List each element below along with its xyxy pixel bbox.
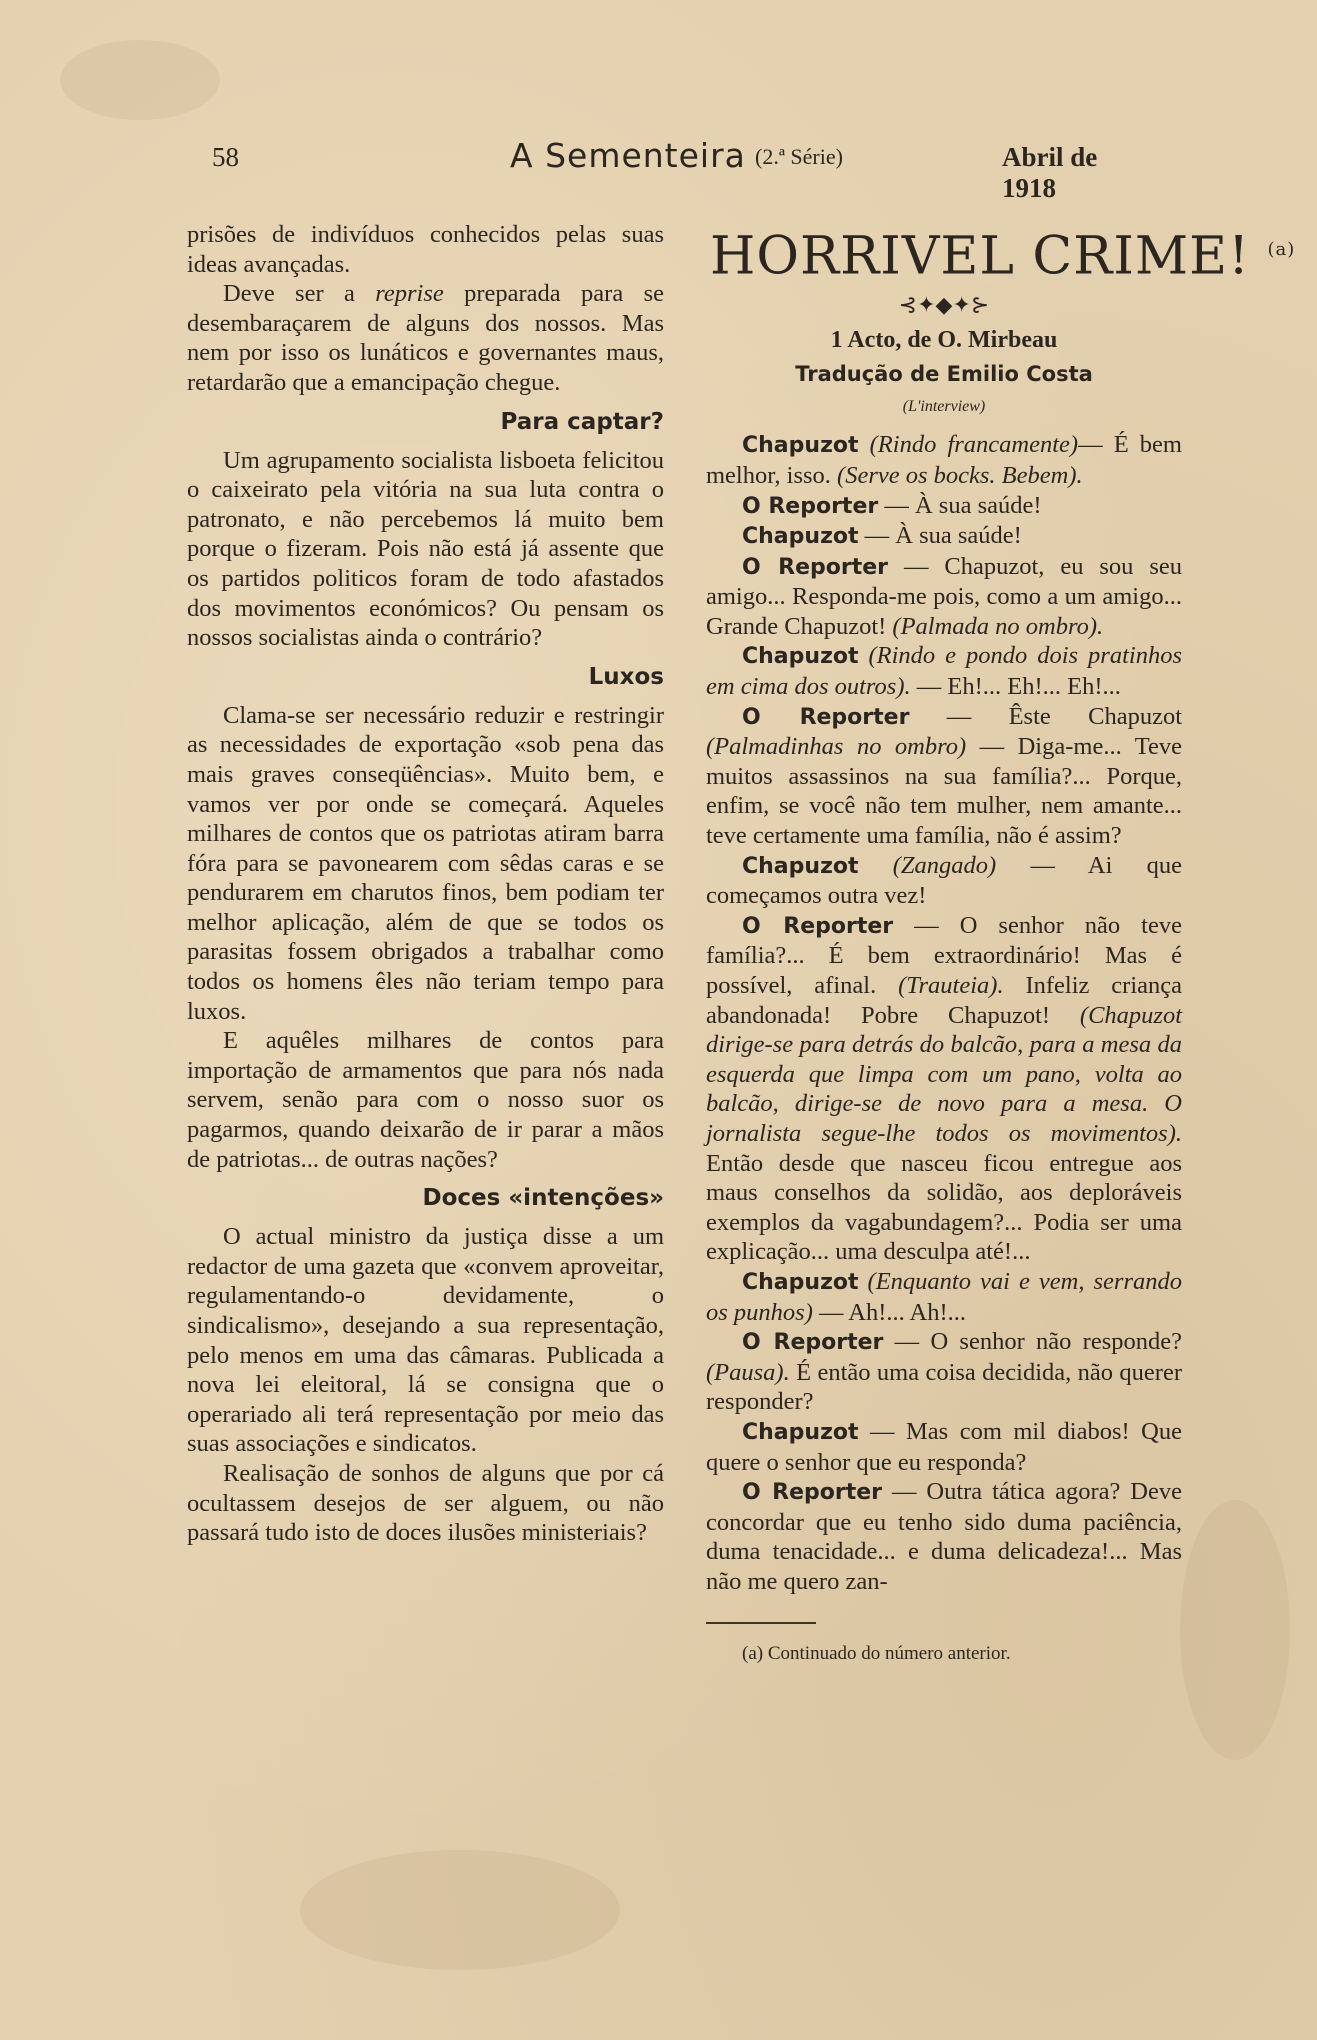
dialogue-text: — Ai que começamos outra vez!: [706, 851, 1183, 910]
text-run: Deve ser a: [223, 280, 376, 308]
dialogue-text: — Diga-me... Teve muitos assassinos na sua família?... Porque, enfim, se você não tem mulher, nem amante... teve certamente uma família, não é assim?: [706, 733, 1182, 850]
dialogue-text: É então uma coisa decidida, não querer responder?: [706, 1358, 1182, 1416]
section-heading-para-captar: Para captar?: [500, 408, 664, 435]
text-run: preparada para se desembaraçarem de alguns dos nossos. Mas nem por isso os lunáticos e governantes maus, retardarão que a emancipação chegue.: [187, 280, 664, 396]
dialogue-line: [706, 1417, 1182, 1477]
paragraph: E aquêles milhares de contos para importação de armamentos que para nós nada servem, senão para com o nosso suor os pagarmos, quando deixarão de ir parar a mãos de patriotas... de outras nações?: [187, 1027, 664, 1173]
dialogue-line: [706, 641, 1182, 701]
speaker-name: O Reporter: [742, 1330, 884, 1356]
italic-term: reprise: [375, 280, 444, 308]
stage-direction: (Trauteia).: [898, 972, 1004, 1000]
stage-direction: (Zangado): [892, 851, 997, 879]
stage-direction: (Pausa).: [706, 1358, 790, 1386]
stage-direction: (Enquanto vai e vem, serrando os punhos): [706, 1267, 1183, 1326]
play-act-author: 1 Acto, de O. Mirbeau: [830, 327, 1058, 354]
play-subtitle: (L'interview): [902, 398, 986, 416]
journal-series: (2.ª Série): [755, 144, 843, 169]
play-title-text: HORRIVEL CRIME!: [710, 226, 1250, 287]
page-header: [200, 132, 1150, 203]
speaker-name: O Reporter: [742, 554, 889, 580]
dialogue-line: [706, 521, 1182, 552]
speaker-name: Chapuzot: [742, 644, 859, 670]
footnote-marker: (a): [1267, 239, 1296, 260]
speaker-name: Chapuzot: [742, 1419, 859, 1445]
paragraph: Clama-se ser necessário reduzir e restringir as necessidades de exportação «sob pena das mais graves conseqüências». Muito bem, e vamos ver por onde se começará. Aqueles milhares de contos que os patriotas atiram barra fóra para se pavonearem com sêdas caras e se pendurarem em charutos finos, bem podiam ter melhor aplicação, além de que se todos os parasitas fossem obrigados a trabalhar como todos os homens êles não teriam tempo para luxos.: [187, 701, 664, 1025]
dialogue-text: Então desde que nasceu ficou entregue aos maus conselhos da solidão, aos deploráveis exemplos da vagabundagem?... Podia ser uma explicação... uma desculpa até!...: [706, 1149, 1182, 1266]
left-column: [187, 220, 664, 1548]
dialogue-line: [706, 911, 1182, 1267]
speaker-name: O Reporter: [742, 704, 910, 730]
dialogue-text: — O senhor não responde?: [883, 1328, 1182, 1356]
translator-credit: Tradução de Emilio Costa: [795, 362, 1093, 387]
stage-direction: (Palmadinhas no ombro): [706, 733, 967, 761]
dialogue-text: — Outra tática agora? Deve concordar que eu tenho sido duma paciência, duma tenacidade... e duma delicadeza!... Mas não me quero zan-: [706, 1478, 1182, 1595]
speaker-name: O Reporter: [742, 1480, 883, 1506]
dialogue-text: Infeliz criança abandonada! Pobre Chapuzot!: [706, 972, 1182, 1029]
speaker-name: Chapuzot: [742, 1269, 859, 1295]
ornament-icon: ⊰✦◆✦⊱: [898, 292, 990, 318]
paper-stain: [1180, 1500, 1290, 1760]
dialogue-text: — Chapuzot, eu sou seu amigo... Responda-me pois, como a um amigo... Grande Chapuzot!: [706, 552, 1182, 640]
dialogue-line: [706, 851, 1182, 911]
dialogue-line: [706, 1267, 1182, 1327]
dialogue-line: [706, 1477, 1182, 1596]
paragraph: O actual ministro da justiça disse a um redactor de uma gazeta que «convem aproveitar, regulamentando-o devidamente, o sindicalismo», desejando a sua representação, pelo menos em uma das câmaras. Publicada a nova lei eleitoral, lá se consigna que o operariado ali terá representação por meio das suas associações e sindicatos.: [187, 1223, 664, 1458]
speaker-name: Chapuzot: [742, 853, 859, 879]
dialogue-text: — É bem melhor, isso.: [706, 431, 1182, 489]
footnote: (a) Continuado do número anterior.: [742, 1643, 1011, 1665]
paragraph: [187, 279, 664, 397]
page-number: 58: [212, 142, 239, 172]
paragraph: Um agrupamento socialista lisboeta felicitou o caixeirato pela vitória na sua luta contra o patronato, e não percebemos lá muito bem porque o fizeram. Pois não está já assente que os partidos politicos foram de todo afastados dos movimentos económicos? Ou pensam os nossos socialistas ainda o contrário?: [187, 446, 664, 652]
dialogue-text: — À sua saúde!: [878, 491, 1042, 519]
dialogue-line: [706, 702, 1182, 851]
section-heading-luxos: Luxos: [588, 663, 664, 690]
footnote-divider: [706, 1622, 816, 1624]
paragraph: Realisação de sonhos de alguns que por cá ocultassem desejos de ser alguem, ou não passará tudo isto de doces ilusões ministeriais?: [187, 1459, 664, 1547]
dialogue-text: — Mas com mil diabos! Que quere o senhor que eu responda?: [706, 1417, 1182, 1476]
journal-title: A Sementeira: [510, 136, 746, 175]
stage-direction: (Rindo francamente): [869, 431, 1079, 459]
speaker-name: Chapuzot: [742, 524, 859, 550]
stage-direction: (Chapuzot dirige-se para detrás do balcão, para a mesa da esquerda que limpa com um pano, volta ao balcão, dirige-se de novo para a mesa. O jornalista segue-lhe todos os movimentos).: [706, 1001, 1182, 1147]
dialogue-text: — À sua saúde!: [858, 522, 1022, 550]
play-title: [710, 220, 1296, 287]
speaker-name: Chapuzot: [742, 433, 859, 459]
right-column: [706, 220, 1296, 1666]
paper-stain: [300, 1850, 620, 1970]
dialogue-line: [706, 491, 1182, 522]
dialogue-text: — Êste Chapuzot: [909, 702, 1182, 730]
dialogue-line: [706, 1327, 1182, 1417]
paragraph: prisões de indivíduos conhecidos pelas suas ideas avançadas.: [187, 221, 664, 278]
stage-direction: (Serve os bocks. Bebem).: [837, 461, 1083, 489]
section-heading-doces-intencoes: Doces «intenções»: [422, 1185, 664, 1212]
speaker-name: O Reporter: [742, 493, 879, 519]
paper-stain: [60, 40, 220, 120]
dialogue-text: — O senhor não teve família?... É bem extraordinário! Mas é possível, afinal.: [706, 911, 1182, 1000]
stage-direction: (Palmada no ombro).: [892, 612, 1104, 640]
stage-direction: (Rindo e pondo dois pratinhos em cima dos outros).: [706, 642, 1182, 701]
dialogue-text: — Eh!... Eh!... Eh!...: [910, 673, 1121, 701]
dialogue-text: — Ah!... Ah!...: [812, 1298, 966, 1326]
dialogue-line: [706, 552, 1182, 642]
speaker-name: O Reporter: [742, 913, 894, 939]
issue-date: Abril de 1918: [1002, 142, 1098, 203]
dialogue-line: [706, 430, 1182, 490]
